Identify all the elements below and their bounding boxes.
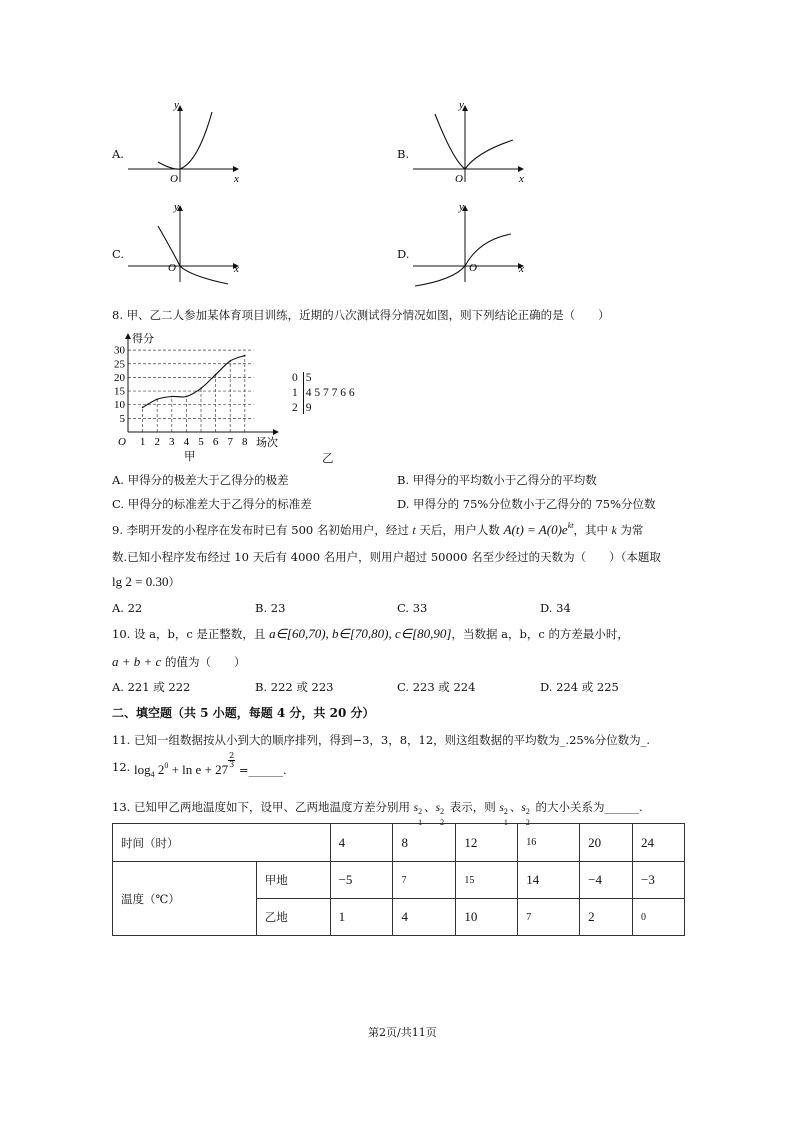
x-tick-label: 3 [169,436,175,448]
option-d-label: D. [397,247,410,261]
y-tick-label: 30 [114,344,125,357]
q13-s1-sub: 1 [418,818,423,827]
q13-sep: 、 [509,800,522,814]
q9-option-a: A. 22 [112,601,143,615]
q9-var-k: k [611,525,617,537]
q12-number: 12. [112,760,131,774]
table-cell: 8 [393,824,456,862]
q9-option-c: C. 33 [397,601,428,615]
graph-d-origin: O [469,262,477,274]
q13-s2-sub: 2 [440,818,445,827]
q9-text: 天后，用户人数 [415,523,504,537]
graph-b-y-label: y [459,100,464,111]
q13-sep: 、 [424,800,436,814]
x-tick-label: 6 [212,436,219,448]
q13-s2: s [435,802,441,814]
q10-option-b: B. 222 或 223 [255,680,334,694]
option-b-label: B. [397,147,410,161]
stem: 1 [292,387,298,399]
q8-option-d: D. 甲得分的 75%分位数小于乙得分的 75%分位数 [397,497,656,511]
q9-var-t: t [412,525,416,537]
data-point [171,396,173,398]
q9-option-d: D. 34 [540,601,571,615]
x-tick-label: 1 [139,436,146,448]
q9-text: ） [168,575,180,589]
data-point [215,374,217,376]
q12-exp-denominator: 3 [229,760,235,769]
page-footer: 第2页/共11页 [368,1026,437,1039]
data-point [142,407,144,409]
q10-text: 10. 设 a，b，c 是正整数，且 [112,627,270,641]
q12-line [112,751,287,780]
graph-d [405,200,535,288]
q9-text: 9. 李明开发的小程序在发布时已有 500 名初始用户，经过 [112,523,413,537]
y-tick-label: 10 [114,399,125,412]
q12-term1: 2 [154,762,165,777]
q9-line3 [112,574,180,590]
q13-s2-sup: 2 [525,807,530,816]
y-tick-label: 20 [114,371,125,384]
table-cell: 10 [456,899,518,936]
y-tick-label: 5 [119,412,125,425]
table-cell: 16 [518,824,580,862]
x-tick-label: 4 [183,436,190,448]
table-cell: −5 [330,862,393,899]
q12-term1-exp: 0 [164,761,169,770]
stem-row [292,385,355,401]
table-row [113,862,685,899]
graph-a [120,100,250,188]
table-cell: 7 [393,862,456,899]
q9-text: 为常 [616,523,644,537]
q9-formula-exponent: kt [567,521,574,530]
q12-log-base: 4 [150,770,155,779]
q13-s1-sup: 2 [418,807,423,816]
graph-a-origin: O [170,173,178,185]
stem: 2 [292,402,298,414]
q10-option-a: A. 221 或 222 [112,680,191,694]
data-point [244,355,246,357]
q13-text: 表示，则 [446,800,500,814]
q8-option-b: B. 甲得分的平均数小于乙得分的平均数 [397,473,597,487]
graph-d-x-label: x [519,263,524,275]
table-cell: 0 [633,899,685,936]
q12-term2: + ln e + 27 [168,762,229,777]
table-cell: 24 [633,824,685,862]
graph-c [120,200,250,288]
temp-label: 温度（℃） [113,862,257,936]
chart-x-axis-label: 场次 [256,437,278,449]
q12-log: log [133,762,151,777]
q12-tail: =______. [235,763,287,777]
graph-b-origin: O [455,173,463,185]
x-tick-label: 2 [154,436,160,448]
q9-line2: 数.已知小程序发布经过 10 天后有 4000 名用户，则用户超过 50000 名至少经过的天数为（ ）（本题取 [112,550,661,564]
q9-option-b: B. 23 [255,601,286,615]
header-label: 时间（时） [113,824,331,862]
stem-row [292,370,312,386]
x-tick-label: 8 [242,436,248,448]
q13-s1-sub: 1 [503,818,508,827]
q13-text [112,799,643,827]
q13-s2: s [521,802,526,814]
q10-text: ，当数据 a，b，c 的方差最小时， [451,627,629,641]
x-tick-label: 5 [198,436,204,448]
table-cell: 12 [456,824,518,862]
graph-c-x-label: x [234,263,239,275]
q10-sum-formula: a + b + c [112,654,162,669]
section-title: 二、填空题（共 5 小题，每题 4 分，共 20 分） [112,706,375,720]
table-cell: 4 [330,824,393,862]
q12-fraction-exponent [228,752,235,769]
q10-line1 [112,626,629,642]
table-cell: −3 [633,862,685,899]
q10-text: 的值为（ ） [161,655,246,669]
stem: 0 [292,372,298,384]
leaves: 4 5 7 7 6 6 [305,387,355,399]
graph-a-x-label: x [234,173,239,185]
q13-text: 13. 已知甲乙两地温度如下，设甲、乙两地温度方差分别用 [112,800,414,814]
q13-s2-sup: 2 [440,807,445,816]
q10-option-d: D. 224 或 225 [540,680,619,694]
option-c-label: C. [112,247,125,261]
leaves: 5 [305,372,312,384]
stem-row [292,400,312,416]
stem-leaf-caption: 乙 [322,451,334,465]
q10-line2 [112,654,245,670]
q13-s1: s [499,802,504,814]
temperature-table [112,823,685,936]
table-header-row [113,824,685,862]
data-point [229,360,231,362]
data-point [156,398,158,400]
graph-b [405,100,535,188]
graph-b-x-label: x [519,173,524,185]
table-cell: −4 [580,862,633,899]
table-cell: 14 [518,862,580,899]
graph-a-y-label: y [174,100,179,111]
leaves: 9 [305,402,312,414]
row-label: 甲地 [256,862,330,899]
graph-c-origin: O [168,262,176,274]
q11-text: 11. 已知一组数据按从小到大的顺序排列，得到−3，3，8，12，则这组数据的平均数为_.25%分位数为_. [112,733,651,747]
q10-option-c: C. 223 或 224 [397,680,476,694]
q8-option-c: C. 甲得分的标准差大于乙得分的标准差 [112,497,312,511]
q9-lg-formula: lg 2 = 0.30 [112,574,169,589]
y-tick-label: 15 [114,385,125,398]
table-cell: 4 [393,899,456,936]
data-point [200,388,202,390]
chart-caption: 甲 [184,449,196,463]
q13-s2-sub: 2 [525,818,530,827]
q13-s1-sup: 2 [503,807,508,816]
q9-formula: A(t) = A(0)e [503,522,568,537]
chart-y-axis-label: 得分 [132,333,154,345]
table-cell: 15 [456,862,518,899]
table-cell: 2 [580,899,633,936]
q9-text: ，其中 [573,523,612,537]
q8-option-a: A. 甲得分的极差大于乙得分的极差 [112,473,289,487]
data-point [186,396,188,398]
q9-line1 [112,522,643,540]
q8-stem: 8. 甲、乙二人参加某体育项目训练，近期的八次测试得分情况如图，则下列结论正确的是（ ） [112,308,610,322]
y-tick-label: 25 [114,358,125,371]
q13-s1: s [413,802,419,814]
q13-text: 的大小关系为______. [531,800,643,814]
chart-origin: O [118,436,126,448]
option-a-label: A. [112,147,124,161]
score-line-chart [108,328,288,452]
q12-exp-numerator: 2 [229,751,235,760]
table-cell: 1 [330,899,393,936]
row-label: 乙地 [256,899,330,936]
graph-c-y-label: y [174,201,179,213]
table-cell: 7 [518,899,580,936]
q10-formula: a∈[60,70), b∈[70,80), c∈[80,90] [269,626,452,641]
graph-d-y-label: y [459,201,464,213]
table-cell: 20 [580,824,633,862]
score-series-line [143,356,245,408]
x-tick-label: 7 [227,436,233,448]
